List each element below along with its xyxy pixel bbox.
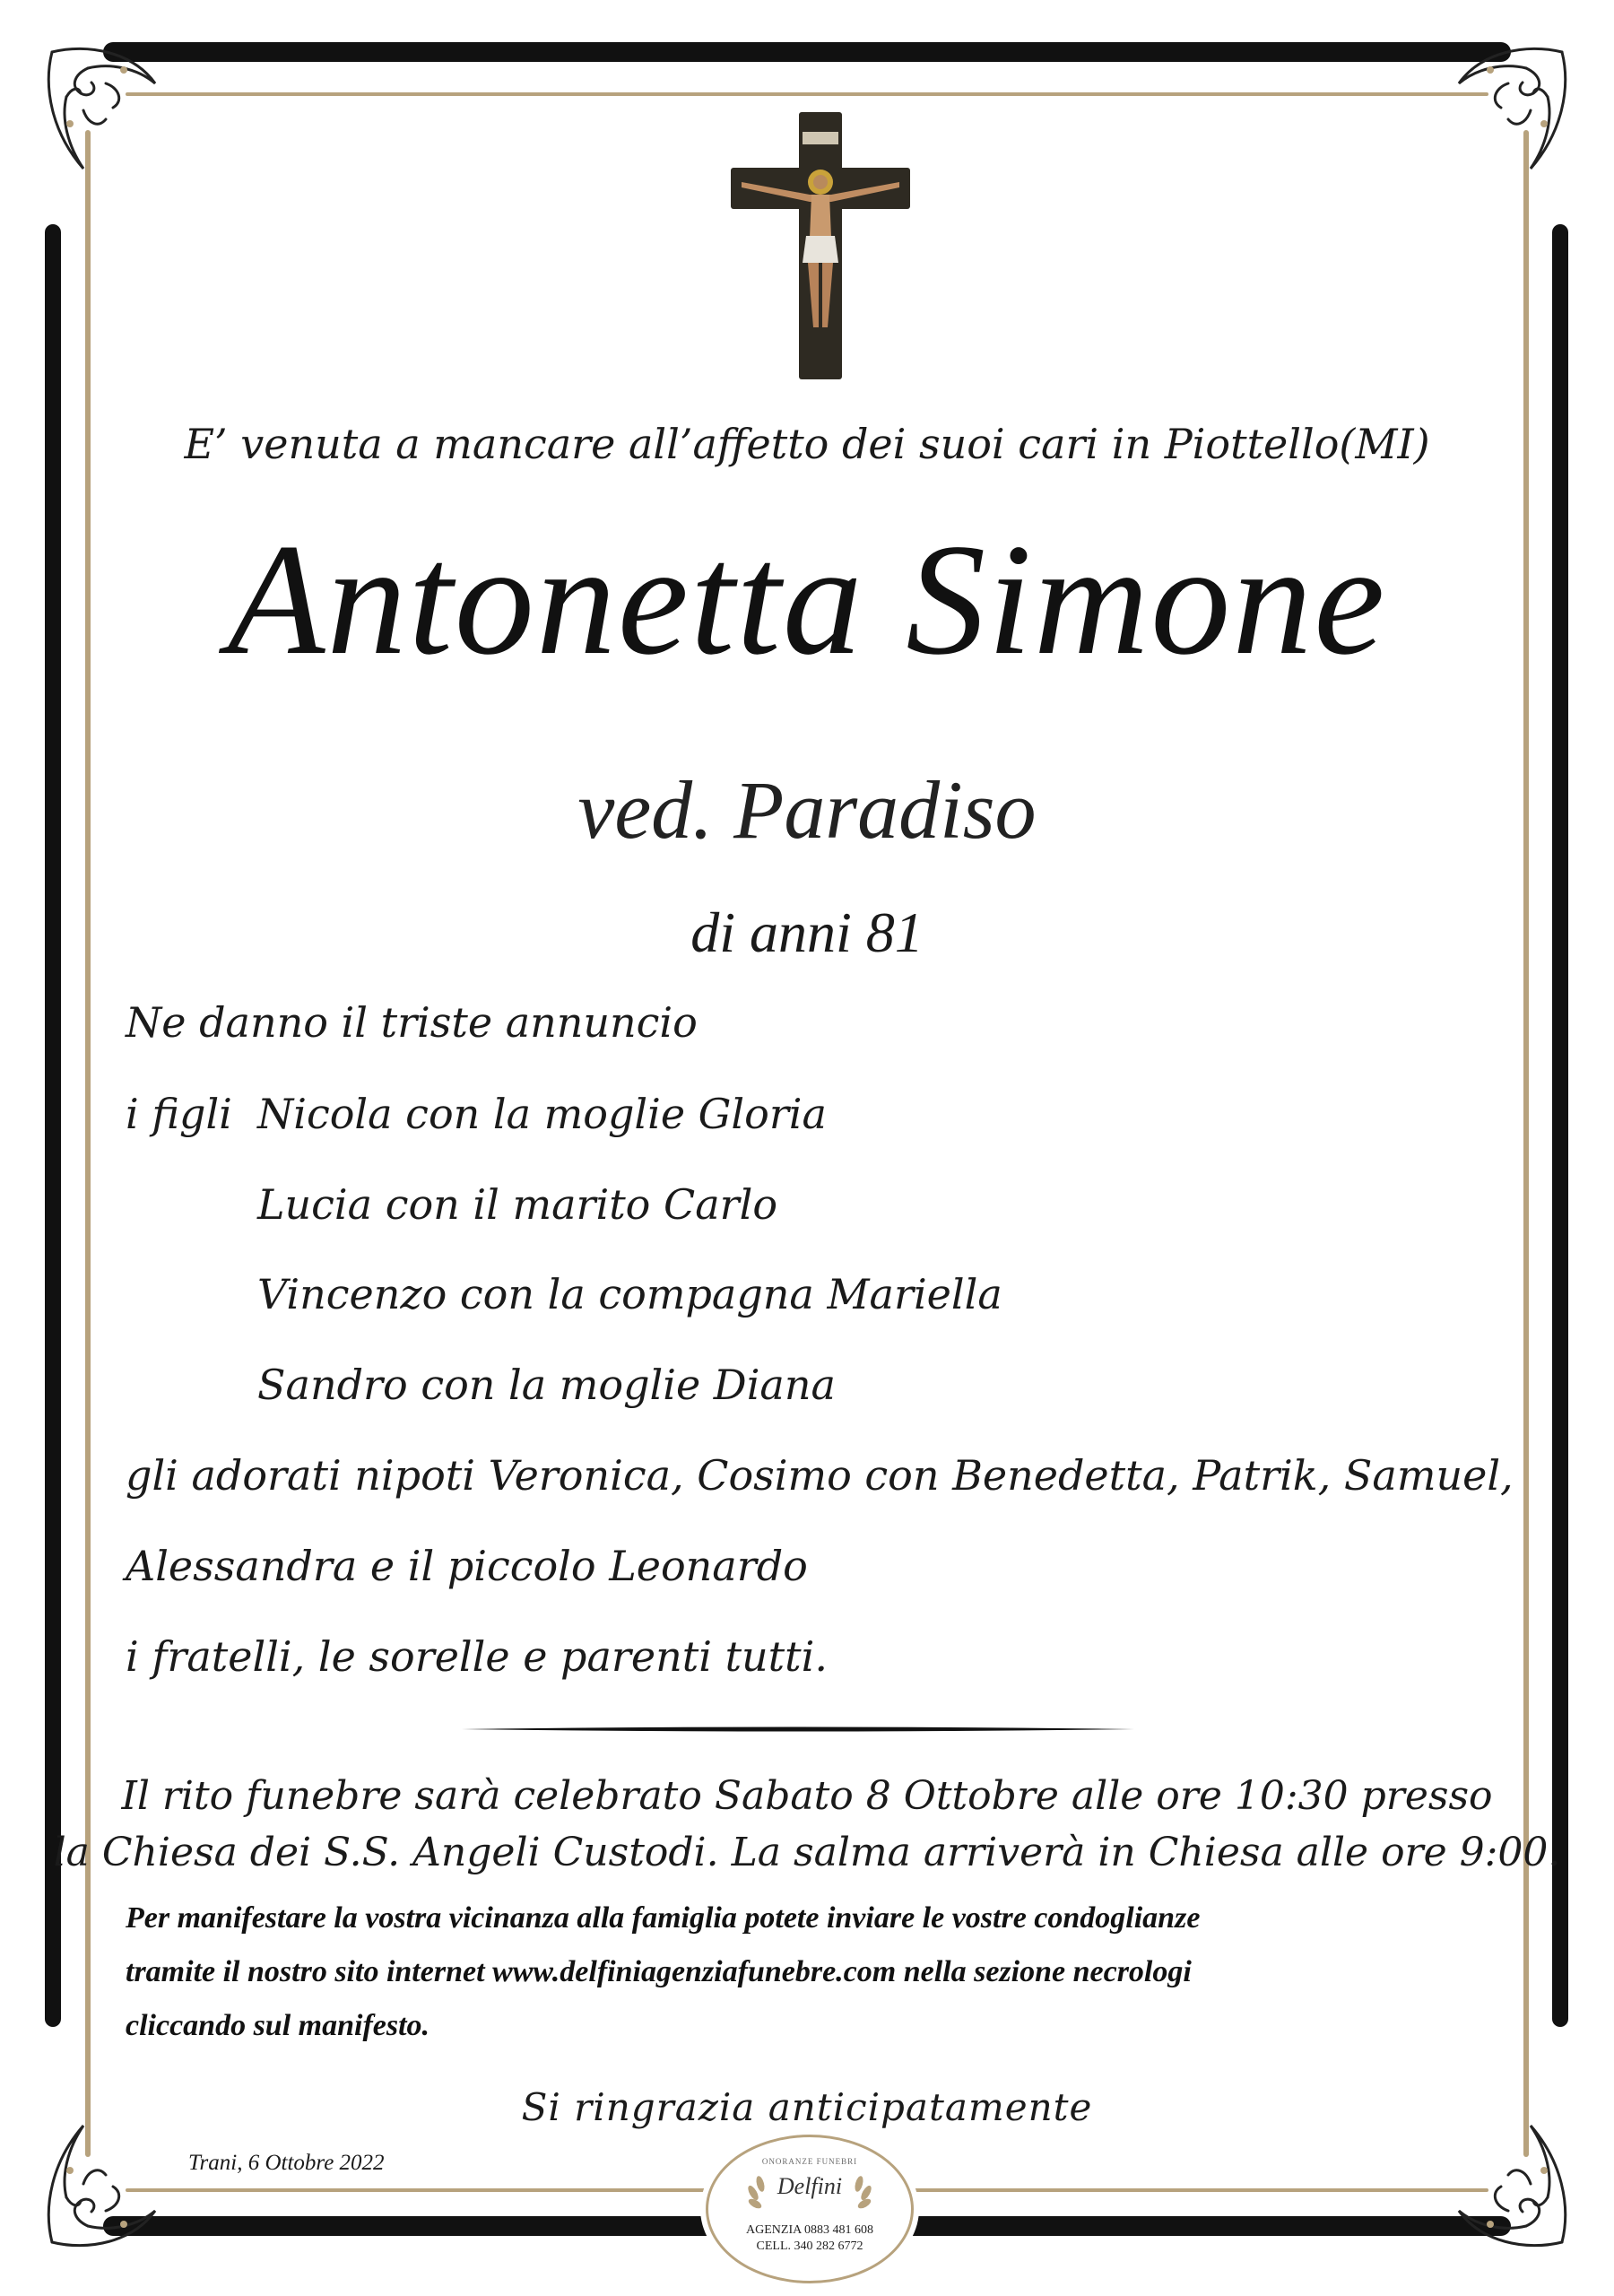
- divider: [462, 1726, 1134, 1733]
- widow-of: ved. Paradiso: [577, 764, 1037, 856]
- announcement-lead: Ne danno il triste annuncio: [126, 998, 698, 1047]
- child-line: Nicola con la moglie Gloria: [257, 1090, 827, 1138]
- thanks-text: Si ringrazia anticipatamente: [521, 2085, 1093, 2129]
- corner-ornament-icon: [1445, 34, 1580, 204]
- agency-mobile: CELL. 340 282 6772: [756, 2239, 863, 2253]
- corner-ornament-icon: [34, 34, 169, 204]
- agency-phone: AGENZIA 0883 481 608: [746, 2223, 873, 2237]
- agency-brand: Delfini: [777, 2173, 843, 2199]
- place-date: Trani, 6 Ottobre 2022: [188, 2151, 385, 2175]
- frame-left-bar: [45, 224, 61, 2027]
- grandchildren-line: gli adorati nipoti Veronica, Cosimo con Benedetta, Patrik, Samuel,: [126, 1451, 1514, 1500]
- child-line: Vincenzo con la compagna Mariella: [257, 1270, 1002, 1318]
- frame-top-gold-line: [126, 92, 1488, 96]
- frame-top-bar: [103, 42, 1511, 62]
- condolence-notice-line: tramite il nostro sito internet www.delfiniagenziafunebre.com nella sezione necrologi: [126, 1955, 1192, 1988]
- deceased-name: Antonetta Simone: [227, 510, 1387, 688]
- funeral-info-line: Il rito funebre sarà celebrato Sabato 8 Ottobre alle ore 10:30 presso: [121, 1773, 1493, 1819]
- crucifix-icon: [731, 112, 910, 381]
- intro-text: E’ venuta a mancare all’affetto dei suoi cari in Piottello(MI): [184, 420, 1430, 468]
- child-line: Lucia con il marito Carlo: [257, 1180, 778, 1229]
- grandchildren-line: Alessandra e il piccolo Leonardo: [126, 1542, 808, 1590]
- relatives-line: i fratelli, le sorelle e parenti tutti.: [126, 1632, 828, 1681]
- condolence-notice-line: Per manifestare la vostra vicinanza alla famiglia potete inviare le vostre condoglianze: [126, 1901, 1201, 1935]
- condolence-notice-line: cliccando sul manifesto.: [126, 2009, 430, 2042]
- children-label: i figli: [126, 1090, 232, 1138]
- frame-right-bar: [1552, 224, 1568, 2027]
- child-line: Sandro con la moglie Diana: [257, 1361, 836, 1409]
- funeral-info-line: la Chiesa dei S.S. Angeli Custodi. La salma arriverà in Chiesa alle ore 9:00.: [53, 1830, 1561, 1875]
- agency-logo: [706, 2135, 914, 2283]
- agency-tagline: ONORANZE FUNEBRI: [761, 2157, 858, 2166]
- age: di anni 81: [690, 900, 924, 964]
